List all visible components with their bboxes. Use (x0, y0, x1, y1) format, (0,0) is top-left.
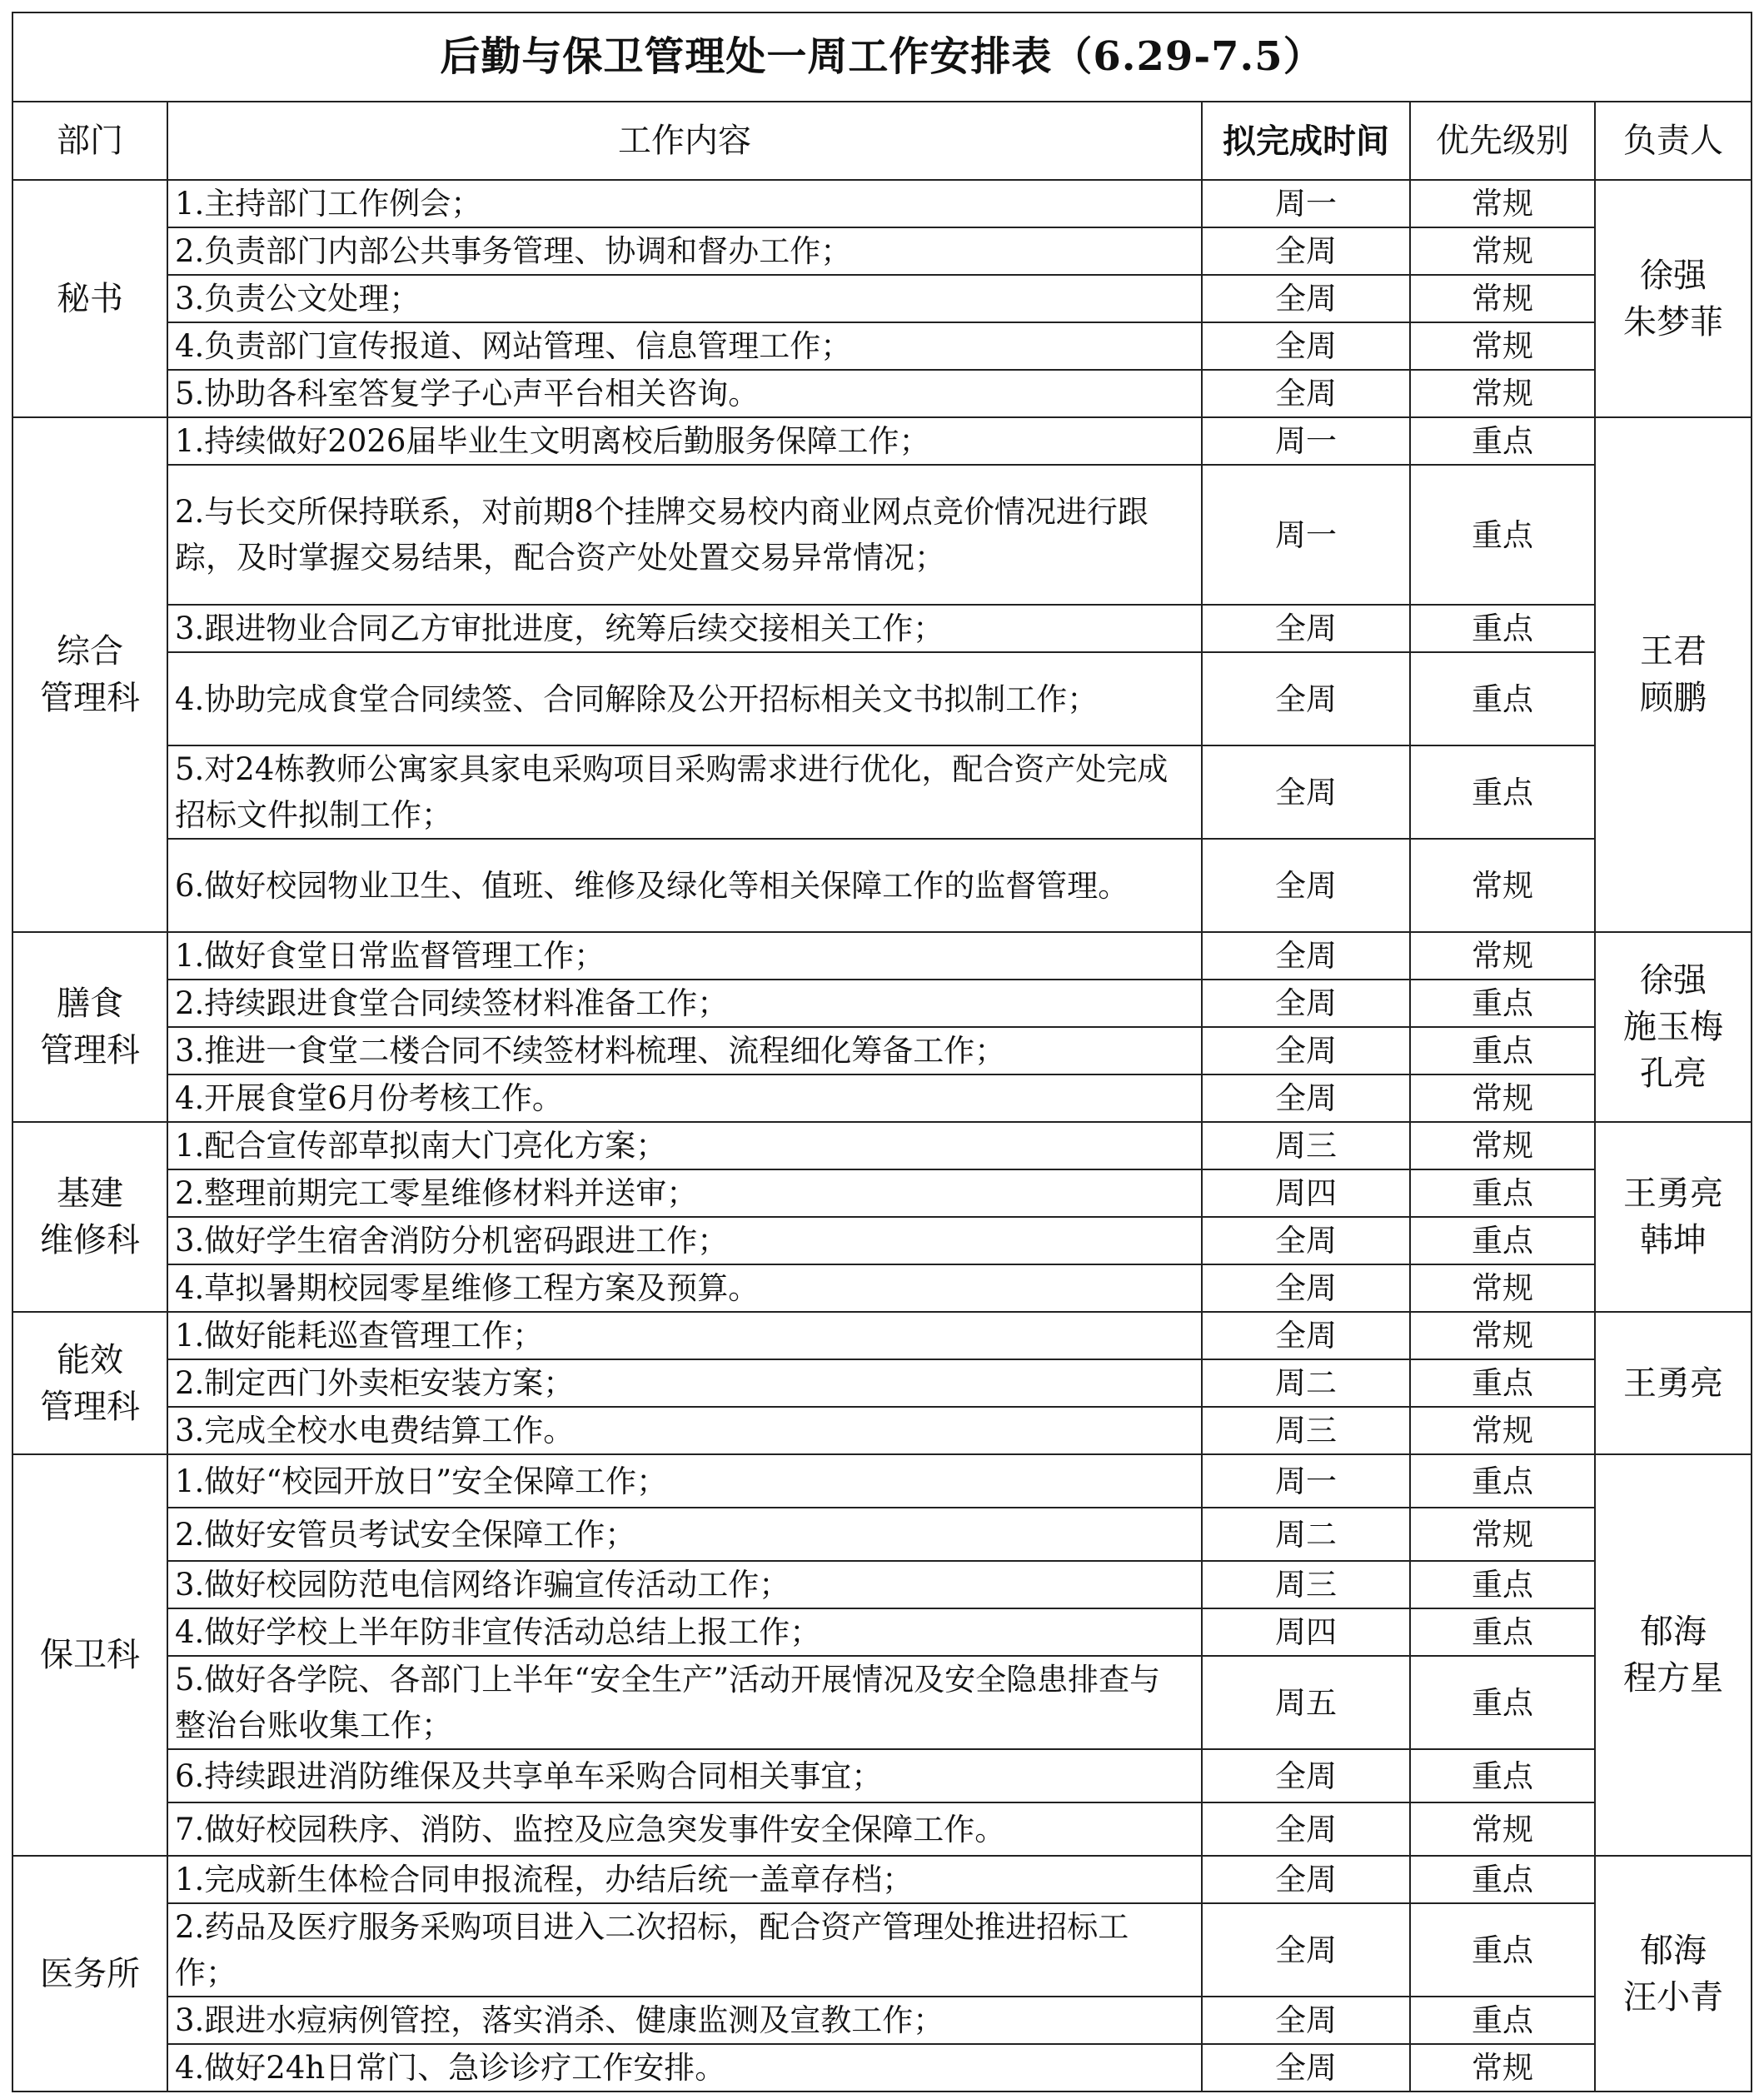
table-row (12, 745, 1752, 839)
task-content-cell: 2.药品及医疗服务采购项目进入二次招标，配合资产管理处推进招标工作； (167, 1903, 1202, 1997)
owner-cell: 徐强 朱梦菲 (1595, 180, 1752, 417)
task-content-cell: 3.推进一食堂二楼合同不续签材料梳理、流程细化筹备工作； (167, 1027, 1202, 1074)
task-content-cell: 1.做好“校园开放日”安全保障工作； (167, 1454, 1202, 1508)
task-content-cell: 1.完成新生体检合同申报流程，办结后统一盖章存档； (167, 1856, 1202, 1903)
priority-cell: 常规 (1410, 275, 1595, 322)
deadline-cell: 周四 (1202, 1608, 1410, 1656)
deadline-cell: 全周 (1202, 1027, 1410, 1074)
deadline-cell: 周三 (1202, 1122, 1410, 1169)
deadline-cell: 周一 (1202, 417, 1410, 465)
table-row (12, 932, 1752, 980)
task-content-cell: 4.协助完成食堂合同续签、合同解除及公开招标相关文书拟制工作； (167, 652, 1202, 745)
table-row (12, 227, 1752, 275)
table-row (12, 1656, 1752, 1749)
task-content-cell: 4.负责部门宣传报道、网站管理、信息管理工作； (167, 322, 1202, 370)
priority-cell: 重点 (1410, 1903, 1595, 1997)
task-content-cell: 1.持续做好2026届毕业生文明离校后勤服务保障工作； (167, 417, 1202, 465)
priority-cell: 常规 (1410, 180, 1595, 227)
deadline-cell: 全周 (1202, 839, 1410, 932)
table-row (12, 275, 1752, 322)
priority-cell: 常规 (1410, 839, 1595, 932)
deadline-cell: 全周 (1202, 605, 1410, 652)
priority-cell: 重点 (1410, 605, 1595, 652)
table-row (12, 322, 1752, 370)
table-row (12, 1903, 1752, 1997)
owner-cell: 王勇亮 韩坤 (1595, 1122, 1752, 1312)
deadline-cell: 全周 (1202, 1997, 1410, 2044)
department-cell: 保卫科 (12, 1454, 167, 1856)
priority-cell: 重点 (1410, 1856, 1595, 1903)
deadline-cell: 全周 (1202, 370, 1410, 417)
priority-cell: 重点 (1410, 1656, 1595, 1749)
department-cell: 能效 管理科 (12, 1312, 167, 1454)
task-content-cell: 3.做好学生宿舍消防分机密码跟进工作； (167, 1217, 1202, 1264)
header-priority: 优先级别 (1410, 102, 1595, 180)
department-cell: 医务所 (12, 1856, 167, 2092)
deadline-cell: 全周 (1202, 275, 1410, 322)
deadline-cell: 全周 (1202, 1856, 1410, 1903)
task-content-cell: 1.做好能耗巡查管理工作； (167, 1312, 1202, 1359)
deadline-cell: 全周 (1202, 1074, 1410, 1122)
deadline-cell: 全周 (1202, 322, 1410, 370)
task-content-cell: 6.持续跟进消防维保及共享单车采购合同相关事宜； (167, 1749, 1202, 1802)
task-content-cell: 4.草拟暑期校园零星维修工程方案及预算。 (167, 1264, 1202, 1312)
deadline-cell: 周二 (1202, 1359, 1410, 1407)
table-row (12, 1749, 1752, 1802)
task-content-cell: 1.主持部门工作例会； (167, 180, 1202, 227)
table-row (12, 1169, 1752, 1217)
priority-cell: 常规 (1410, 1802, 1595, 1856)
table-row (12, 1122, 1752, 1169)
owner-cell: 郁海 汪小青 (1595, 1856, 1752, 2092)
table-row (12, 1407, 1752, 1454)
task-content-cell: 3.完成全校水电费结算工作。 (167, 1407, 1202, 1454)
priority-cell: 重点 (1410, 417, 1595, 465)
table-row (12, 839, 1752, 932)
task-content-cell: 5.协助各科室答复学子心声平台相关咨询。 (167, 370, 1202, 417)
task-content-cell: 1.做好食堂日常监督管理工作； (167, 932, 1202, 980)
table-row (12, 1217, 1752, 1264)
header-row (12, 102, 1752, 180)
task-content-cell: 3.跟进水痘病例管控，落实消杀、健康监测及宣教工作； (167, 1997, 1202, 2044)
deadline-cell: 全周 (1202, 745, 1410, 839)
table-row (12, 1608, 1752, 1656)
priority-cell: 重点 (1410, 1561, 1595, 1608)
title-row (12, 12, 1752, 102)
department-cell: 秘书 (12, 180, 167, 417)
deadline-cell: 全周 (1202, 227, 1410, 275)
deadline-cell: 全周 (1202, 652, 1410, 745)
task-content-cell: 2.负责部门内部公共事务管理、协调和督办工作； (167, 227, 1202, 275)
task-content-cell: 3.做好校园防范电信网络诈骗宣传活动工作； (167, 1561, 1202, 1608)
table-row (12, 980, 1752, 1027)
deadline-cell: 全周 (1202, 1217, 1410, 1264)
deadline-cell: 全周 (1202, 1749, 1410, 1802)
priority-cell: 常规 (1410, 227, 1595, 275)
priority-cell: 常规 (1410, 370, 1595, 417)
table-title: 后勤与保卫管理处一周工作安排表（6.29-7.5） (12, 12, 1752, 102)
priority-cell: 重点 (1410, 465, 1595, 605)
task-content-cell: 4.做好24h日常门、急诊诊疗工作安排。 (167, 2044, 1202, 2092)
header-owner: 负责人 (1595, 102, 1752, 180)
deadline-cell: 全周 (1202, 1264, 1410, 1312)
priority-cell: 常规 (1410, 932, 1595, 980)
task-content-cell: 5.做好各学院、各部门上半年“安全生产”活动开展情况及安全隐患排查与整治台账收集工作； (167, 1656, 1202, 1749)
task-content-cell: 1.配合宣传部草拟南大门亮化方案； (167, 1122, 1202, 1169)
priority-cell: 重点 (1410, 1608, 1595, 1656)
deadline-cell: 周五 (1202, 1656, 1410, 1749)
priority-cell: 常规 (1410, 1074, 1595, 1122)
owner-cell: 郁海 程方星 (1595, 1454, 1752, 1856)
table-row (12, 417, 1752, 465)
owner-cell: 徐强 施玉梅 孔亮 (1595, 932, 1752, 1122)
deadline-cell: 全周 (1202, 932, 1410, 980)
table-row (12, 1454, 1752, 1508)
table-row (12, 1856, 1752, 1903)
header-deadline: 拟完成时间 (1202, 102, 1410, 180)
priority-cell: 重点 (1410, 745, 1595, 839)
priority-cell: 重点 (1410, 1997, 1595, 2044)
task-content-cell: 5.对24栋教师公寓家具家电采购项目采购需求进行优化，配合资产处完成招标文件拟制工作； (167, 745, 1202, 839)
task-content-cell: 2.做好安管员考试安全保障工作； (167, 1508, 1202, 1561)
table-row (12, 605, 1752, 652)
priority-cell: 常规 (1410, 1508, 1595, 1561)
priority-cell: 常规 (1410, 1264, 1595, 1312)
priority-cell: 常规 (1410, 1407, 1595, 1454)
table-row (12, 652, 1752, 745)
header-department: 部门 (12, 102, 167, 180)
task-content-cell: 2.持续跟进食堂合同续签材料准备工作； (167, 980, 1202, 1027)
table-row (12, 1264, 1752, 1312)
work-schedule-table (12, 12, 1752, 2092)
task-content-cell: 7.做好校园秩序、消防、监控及应急突发事件安全保障工作。 (167, 1802, 1202, 1856)
priority-cell: 重点 (1410, 1454, 1595, 1508)
department-cell: 膳食 管理科 (12, 932, 167, 1122)
priority-cell: 重点 (1410, 980, 1595, 1027)
priority-cell: 常规 (1410, 2044, 1595, 2092)
priority-cell: 重点 (1410, 1217, 1595, 1264)
deadline-cell: 周三 (1202, 1561, 1410, 1608)
priority-cell: 重点 (1410, 1169, 1595, 1217)
deadline-cell: 周二 (1202, 1508, 1410, 1561)
deadline-cell: 全周 (1202, 980, 1410, 1027)
task-content-cell: 6.做好校园物业卫生、值班、维修及绿化等相关保障工作的监督管理。 (167, 839, 1202, 932)
task-content-cell: 2.与长交所保持联系，对前期8个挂牌交易校内商业网点竞价情况进行跟踪，及时掌握交易结果，配合资产处处置交易异常情况； (167, 465, 1202, 605)
deadline-cell: 全周 (1202, 1312, 1410, 1359)
table-row (12, 180, 1752, 227)
task-content-cell: 3.跟进物业合同乙方审批进度，统筹后续交接相关工作； (167, 605, 1202, 652)
header-content: 工作内容 (167, 102, 1202, 180)
table-row (12, 2044, 1752, 2092)
deadline-cell: 全周 (1202, 2044, 1410, 2092)
task-content-cell: 3.负责公文处理； (167, 275, 1202, 322)
deadline-cell: 周三 (1202, 1407, 1410, 1454)
table-row (12, 370, 1752, 417)
priority-cell: 重点 (1410, 1749, 1595, 1802)
deadline-cell: 周一 (1202, 465, 1410, 605)
task-content-cell: 2.整理前期完工零星维修材料并送审； (167, 1169, 1202, 1217)
deadline-cell: 周四 (1202, 1169, 1410, 1217)
deadline-cell: 周一 (1202, 1454, 1410, 1508)
deadline-cell: 全周 (1202, 1802, 1410, 1856)
table-row (12, 465, 1752, 605)
task-content-cell: 4.开展食堂6月份考核工作。 (167, 1074, 1202, 1122)
owner-cell: 王君 顾鹏 (1595, 417, 1752, 932)
table-row (12, 1312, 1752, 1359)
table-row (12, 1997, 1752, 2044)
table-row (12, 1508, 1752, 1561)
priority-cell: 重点 (1410, 1359, 1595, 1407)
deadline-cell: 全周 (1202, 1903, 1410, 1997)
deadline-cell: 周一 (1202, 180, 1410, 227)
table-row (12, 1027, 1752, 1074)
table-row (12, 1074, 1752, 1122)
table-row (12, 1802, 1752, 1856)
table-row (12, 1359, 1752, 1407)
priority-cell: 常规 (1410, 322, 1595, 370)
task-content-cell: 4.做好学校上半年防非宣传活动总结上报工作； (167, 1608, 1202, 1656)
task-content-cell: 2.制定西门外卖柜安装方案； (167, 1359, 1202, 1407)
priority-cell: 重点 (1410, 652, 1595, 745)
priority-cell: 重点 (1410, 1027, 1595, 1074)
department-cell: 综合 管理科 (12, 417, 167, 932)
department-cell: 基建 维修科 (12, 1122, 167, 1312)
owner-cell: 王勇亮 (1595, 1312, 1752, 1454)
priority-cell: 常规 (1410, 1312, 1595, 1359)
table-row (12, 1561, 1752, 1608)
priority-cell: 常规 (1410, 1122, 1595, 1169)
